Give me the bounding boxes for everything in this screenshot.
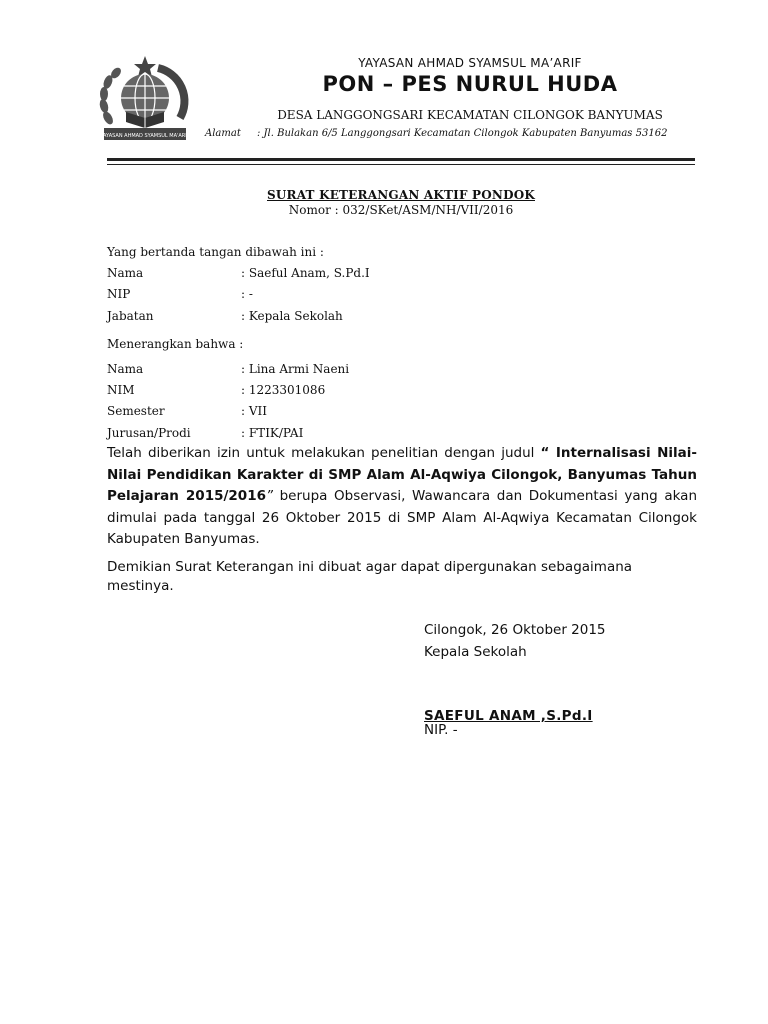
yayasan-logo [96,56,194,142]
field-label: Jurusan/Prodi [107,426,191,440]
document-number: Nomor : 032/SKet/ASM/NH/VII/2016 [288,203,514,217]
region-line: DESA LANGGONGSARI KECAMATAN CILONGOK BANYUMAS [277,108,663,122]
signature-name: SAEFUL ANAM ,S.Pd.I [424,708,593,724]
field-label: Nama [107,266,144,280]
school-name: PON – PES NURUL HUDA [322,72,618,96]
subject-row [107,404,267,418]
field-value: : - [241,287,253,301]
signer-intro: Yang bertanda tangan dibawah ini : [107,245,324,259]
field-value: : VII [241,404,268,418]
field-label: NIP [107,287,131,301]
header-divider-thin [107,164,695,165]
quote-close: ” [266,488,273,504]
address-value: : Jl. Bulakan 6/5 Langgongsari Kecamatan Cilongok Kabupaten Banyumas 53162 [257,128,668,139]
signature-place-date: Cilongok, 26 Oktober 2015 [424,622,606,638]
signer-row [107,287,253,301]
subject-intro: Menerangkan bahwa : [107,337,244,351]
subject-row [107,426,303,440]
field-value: : Kepala Sekolah [241,309,343,323]
closing-paragraph: Demikian Surat Keterangan ini dibuat agar dapat dipergunakan sebagaimana mestinya. [107,559,633,594]
signer-row [107,309,343,323]
body-part2: berupa Observasi, Wawancara dan Dokumentasi yang akan dimulai pada tanggal 26 Oktober 2015 di SMP Alam Al-Aqwiya Kecamatan Cilongok Kabupaten Banyumas. [107,488,698,547]
signature-nip: NIP. - [424,722,458,738]
field-label: NIM [107,383,135,397]
address-label: Alamat [205,128,241,139]
field-value: : 1223301086 [241,383,326,397]
field-value: : Lina Armi Naeni [241,362,350,376]
field-label: Nama [107,362,144,376]
document-title: SURAT KETERANGAN AKTIF PONDOK [267,188,535,202]
signature-role: Kepala Sekolah [424,644,527,660]
logo-caption: YAYASAN AHMAD SYAMSUL MA'ARIF [100,133,190,139]
header-divider-thick [107,158,695,161]
subject-row [107,383,325,397]
organization-name: YAYASAN AHMAD SYAMSUL MA’ARIF [358,56,582,70]
body-paragraph [107,443,697,551]
field-label: Jabatan [107,309,154,323]
subject-row [107,362,349,376]
body-part1: Telah diberikan izin untuk melakukan penelitian dengan judul [107,445,541,461]
field-value: : Saeful Anam, S.Pd.I [241,266,370,280]
signer-row [107,266,370,280]
field-label: Semester [107,404,165,418]
address-line [205,128,765,139]
research-title: “ Internalisasi Nilai-Nilai Pendidikan Karakter di SMP Alam Al-Aqwiya Cilongok, Banyumas Tahun Pelajaran 2015/2016 [107,445,698,504]
field-value: : FTIK/PAI [241,426,304,440]
